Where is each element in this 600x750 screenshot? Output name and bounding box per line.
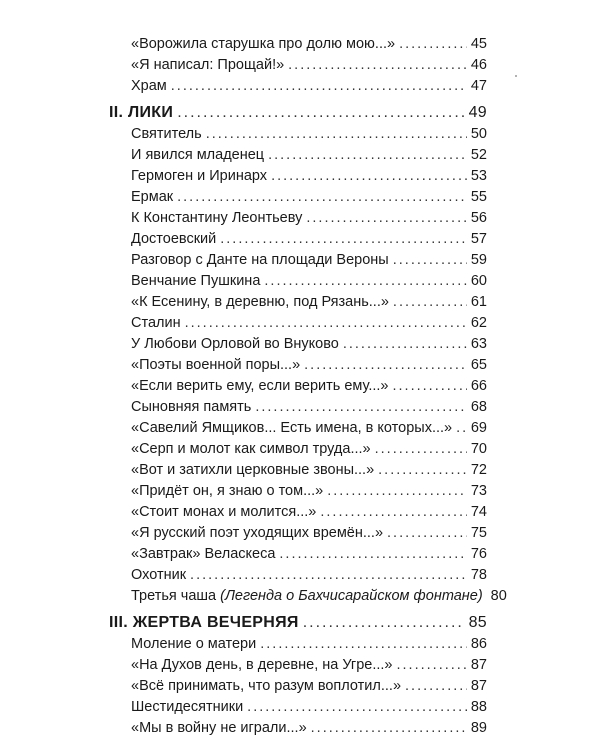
toc-entry-title: «Вот и затихли церковные звоны...»: [131, 462, 375, 478]
toc-page-number: 87: [470, 657, 487, 673]
toc-entry-title: К Константину Леонтьеву: [131, 210, 303, 226]
toc-entry: [131, 208, 487, 228]
toc-entry: [131, 76, 487, 96]
dot-leader: [343, 334, 467, 354]
toc-page-number: 65: [470, 357, 487, 373]
toc-entry-title: «Я русский поэт уходящих времён...»: [131, 525, 384, 541]
toc-entry: [131, 418, 487, 438]
toc-entry: [131, 697, 487, 717]
toc-page-number: 88: [470, 699, 487, 715]
toc-entry: [131, 634, 487, 654]
toc-entry-title: Разговор с Данте на площади Вероны: [131, 252, 389, 268]
toc-page-number: 73: [470, 483, 487, 499]
toc-entry-title: «Всё принимать, что разум воплотил...»: [131, 678, 402, 694]
dot-leader: [393, 376, 467, 396]
dot-leader: [220, 229, 467, 249]
toc-entry: [131, 334, 487, 354]
dot-leader: [375, 439, 467, 459]
toc-entry-title: Венчание Пушкина: [131, 273, 261, 289]
dot-leader: [260, 634, 467, 654]
toc-page-number: 76: [470, 546, 487, 562]
toc-page-number: 78: [470, 567, 487, 583]
dot-leader: [177, 103, 464, 123]
toc-entry: [131, 355, 487, 375]
toc-page-number: 80: [490, 588, 507, 604]
toc-entry-title: «Серп и молот как символ труда...»: [131, 441, 371, 457]
dot-leader: [327, 481, 467, 501]
dot-leader: [190, 565, 467, 585]
toc-page-number: 89: [470, 720, 487, 736]
toc-entry-title: «Завтрак» Веласкеса: [131, 546, 276, 562]
dot-leader: [271, 166, 467, 186]
toc-page-number: 59: [470, 252, 487, 268]
toc-page-number: 72: [470, 462, 487, 478]
toc-entry: [131, 481, 487, 501]
toc-entry: [131, 655, 487, 675]
dot-leader: [311, 718, 467, 738]
dot-leader: [247, 697, 467, 717]
section-title: III. ЖЕРТВА ВЕЧЕРНЯЯ: [109, 614, 299, 631]
dot-leader: [306, 208, 466, 228]
toc-entry: [131, 565, 487, 585]
toc-entry: [131, 55, 487, 75]
toc-entry: [131, 544, 487, 564]
toc-page-number: 66: [470, 378, 487, 394]
toc-entry-title: «Я написал: Прощай!»: [131, 57, 285, 73]
toc-page-number: 85: [468, 614, 487, 631]
dot-leader: [393, 292, 467, 312]
toc-entry-title: Храм: [131, 78, 167, 94]
toc-entry: [131, 397, 487, 417]
toc-page-number: 60: [470, 273, 487, 289]
dot-leader: [320, 502, 466, 522]
dot-leader: [303, 613, 465, 633]
toc-entry: [131, 229, 487, 249]
toc-page-number: 62: [470, 315, 487, 331]
toc-entry-title: «Мы в войну не играли...»: [131, 720, 307, 736]
toc-entry: [131, 250, 487, 270]
toc-entry-title: «Ворожила старушка про долю мою...»: [131, 36, 396, 52]
toc-entry: [131, 313, 487, 333]
toc-entry-title: Шестидесятники: [131, 699, 244, 715]
dot-leader: [268, 145, 467, 165]
toc-entry-title: «Стоит монах и молится...»: [131, 504, 317, 520]
toc-entry-title-text: Третья чаша: [131, 588, 217, 604]
dot-leader: [378, 460, 467, 480]
toc-page-number: 75: [470, 525, 487, 541]
toc-entry-title: Святитель: [131, 126, 202, 142]
dot-leader: [399, 34, 467, 54]
toc-entry-title: «К Есенину, в деревню, под Рязань...»: [131, 294, 389, 310]
toc-entry-title: «Поэты военной поры...»: [131, 357, 301, 373]
toc-page-number: 87: [470, 678, 487, 694]
toc-section-heading: [109, 613, 487, 633]
toc-page-number: 74: [470, 504, 487, 520]
toc-page-number: 57: [470, 231, 487, 247]
toc-entry-note: (Легенда о Бахчисарайском фонтане): [220, 588, 483, 604]
toc-page-number: 46: [470, 57, 487, 73]
toc-entry-title: Достоевский: [131, 231, 217, 247]
toc-entry: [131, 271, 487, 291]
toc-entry-title: Моление о матери: [131, 636, 257, 652]
toc-entry: [131, 145, 487, 165]
toc-page-number: 68: [470, 399, 487, 415]
toc-entry-title: Сталин: [131, 315, 181, 331]
dot-leader: [304, 355, 467, 375]
dot-leader: [288, 55, 467, 75]
toc-entry: [131, 586, 507, 606]
toc-entry: [131, 676, 487, 696]
toc-entry-title: «На Духов день, в деревне, на Угре...»: [131, 657, 393, 673]
dot-leader: [171, 76, 467, 96]
toc-entry: [131, 292, 487, 312]
toc-entry-title: Сыновняя память: [131, 399, 252, 415]
toc-page-number: 63: [470, 336, 487, 352]
toc-page-number: 61: [470, 294, 487, 310]
dot-leader: [264, 271, 466, 291]
dot-leader: [185, 313, 467, 333]
toc-entry: [131, 718, 487, 738]
dot-leader: [405, 676, 467, 696]
toc-entry-title: «Придёт он, я знаю о том...»: [131, 483, 324, 499]
dot-leader: [279, 544, 466, 564]
toc-entry: [131, 523, 487, 543]
toc-page-number: 56: [470, 210, 487, 226]
toc-page-number: 45: [470, 36, 487, 52]
toc-entry-title: «Савелий Ямщиков... Есть имена, в которых...»: [131, 420, 453, 436]
toc-entry: [131, 187, 487, 207]
toc-entry: [131, 376, 487, 396]
toc-entry: [131, 460, 487, 480]
print-speck: [515, 75, 517, 77]
toc-page-number: 86: [470, 636, 487, 652]
toc-entry-title: У Любови Орловой во Внуково: [131, 336, 339, 352]
toc-page-number: 53: [470, 168, 487, 184]
toc-entry-title: Гермоген и Иринарх: [131, 168, 268, 184]
toc-page-number: 70: [470, 441, 487, 457]
toc-page-number: 49: [468, 104, 487, 121]
dot-leader: [387, 523, 467, 543]
toc-entry: [131, 124, 487, 144]
toc-page-number: 47: [470, 78, 487, 94]
toc-entry-title: Ермак: [131, 189, 174, 205]
toc-entry: [131, 34, 487, 54]
dot-leader: [255, 397, 467, 417]
toc-entry-title: Охотник: [131, 567, 187, 583]
toc-page-number: 55: [470, 189, 487, 205]
toc-entry: [131, 502, 487, 522]
dot-leader: [206, 124, 467, 144]
toc-page-number: 50: [470, 126, 487, 142]
toc-page-number: 52: [470, 147, 487, 163]
toc-section-heading: [109, 103, 487, 123]
dot-leader: [456, 418, 467, 438]
toc-entry-title: И явился младенец: [131, 147, 265, 163]
toc-entry-title: [131, 586, 483, 606]
dot-leader: [397, 655, 467, 675]
toc-entry: [131, 439, 487, 459]
toc-entry-title: «Если верить ему, если верить ему...»: [131, 378, 389, 394]
section-title: II. ЛИКИ: [109, 104, 174, 121]
toc-entry: [131, 166, 487, 186]
dot-leader: [177, 187, 467, 207]
toc-page-number: 69: [470, 420, 487, 436]
dot-leader: [393, 250, 467, 270]
